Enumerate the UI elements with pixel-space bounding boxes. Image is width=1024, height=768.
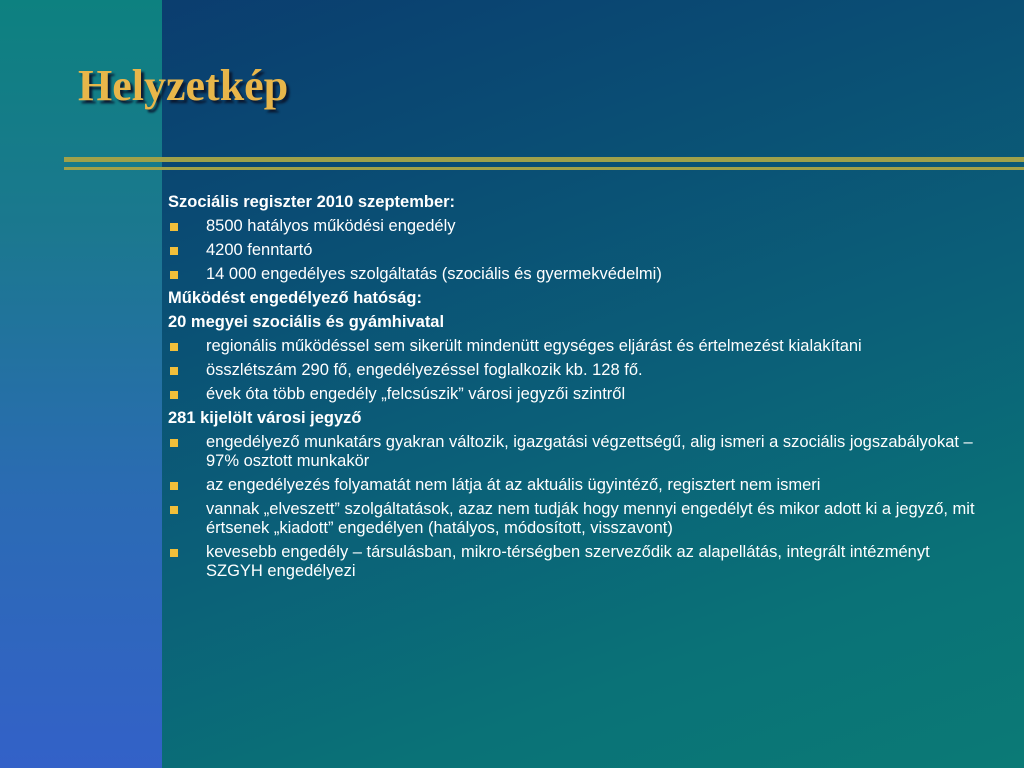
square-bullet-icon xyxy=(170,506,178,514)
bullet-text: regionális működéssel sem sikerült mindenütt egységes eljárást és értelmezést kialakítani xyxy=(206,337,862,355)
title-divider-thick xyxy=(64,157,1024,162)
square-bullet-icon xyxy=(170,391,178,399)
bullet-item xyxy=(168,217,988,236)
bullet-text: engedélyező munkatárs gyakran változik, igazgatási végzettségű, alig ismeri a szociális jogszabályokat – 97% osztott munkakör xyxy=(206,433,973,470)
title-divider-thin xyxy=(64,167,1024,170)
bullet-item xyxy=(168,543,988,581)
section-heading-county-offices: 20 megyei szociális és gyámhivatal xyxy=(168,313,445,331)
bullet-text: évek óta több engedély „felcsúszik” városi jegyzői szintről xyxy=(206,385,626,403)
bullet-item xyxy=(168,265,988,284)
bullet-item xyxy=(168,337,988,356)
section-heading-authority: Működést engedélyező hatóság: xyxy=(168,289,422,307)
bullet-text: az engedélyezés folyamatát nem látja át az aktuális ügyintéző, regisztert nem ismeri xyxy=(206,476,821,494)
square-bullet-icon xyxy=(170,482,178,490)
bullet-text: 14 000 engedélyes szolgáltatás (szociális és gyermekvédelmi) xyxy=(206,265,662,283)
slide-body xyxy=(168,193,988,586)
bullet-text: 4200 fenntartó xyxy=(206,241,313,259)
bullet-text: vannak „elveszett” szolgáltatások, azaz nem tudják hogy mennyi engedélyt és mikor adott ki a jegyző, mit értsenek „kiadott” engedélyen (hatályos, módosított, visszavont) xyxy=(206,500,975,537)
slide-title: Helyzetkép xyxy=(78,61,289,110)
square-bullet-icon xyxy=(170,343,178,351)
square-bullet-icon xyxy=(170,439,178,447)
square-bullet-icon xyxy=(170,367,178,375)
bullet-item xyxy=(168,361,988,380)
bullet-item xyxy=(168,385,988,404)
section-heading-register: Szociális regiszter 2010 szeptember: xyxy=(168,193,456,211)
bullet-item xyxy=(168,476,988,495)
bullet-item xyxy=(168,433,988,471)
square-bullet-icon xyxy=(170,271,178,279)
bullet-text: összlétszám 290 fő, engedélyezéssel foglalkozik kb. 128 fő. xyxy=(206,361,643,379)
bullet-text: kevesebb engedély – társulásban, mikro-térségben szerveződik az alapellátás, integrált intézményt SZGYH engedélyezi xyxy=(206,543,930,580)
section-heading-city-notaries: 281 kijelölt városi jegyző xyxy=(168,409,362,427)
bullet-item xyxy=(168,500,988,538)
bullet-item xyxy=(168,241,988,260)
left-accent-band xyxy=(0,0,162,768)
bullet-text: 8500 hatályos működési engedély xyxy=(206,217,456,235)
square-bullet-icon xyxy=(170,223,178,231)
square-bullet-icon xyxy=(170,549,178,557)
square-bullet-icon xyxy=(170,247,178,255)
